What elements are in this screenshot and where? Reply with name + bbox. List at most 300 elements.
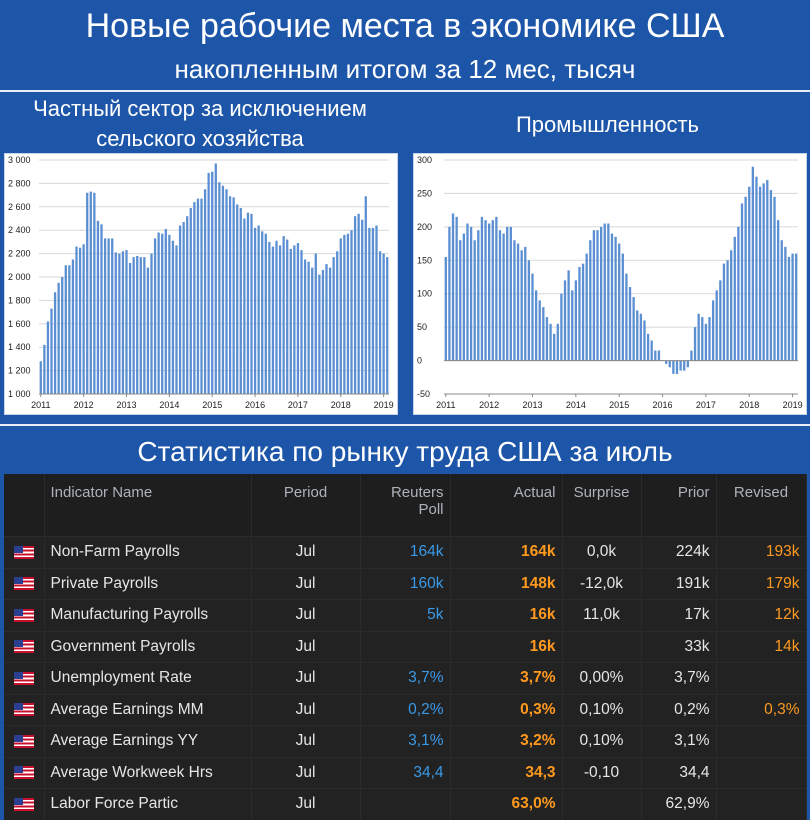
cell-period: Jul	[251, 789, 360, 820]
bar	[578, 267, 580, 361]
bar	[372, 228, 374, 394]
bar	[651, 341, 653, 361]
x-tick-label: 2017	[695, 400, 716, 410]
bar	[582, 264, 584, 361]
right-chart-title: Промышленность	[515, 112, 699, 137]
manufacturing-chart	[413, 153, 807, 415]
bar	[510, 227, 512, 361]
table-row[interactable]	[4, 537, 806, 569]
x-tick-label: 2016	[245, 400, 266, 410]
bar	[361, 220, 363, 394]
bar	[86, 193, 88, 394]
bar	[455, 217, 457, 361]
bar	[325, 264, 327, 394]
bar	[240, 208, 242, 394]
x-tick-label: 2018	[330, 400, 351, 410]
bar	[279, 245, 281, 394]
labor-stats-table	[4, 474, 806, 811]
bar	[618, 244, 620, 361]
cell-prior: 191k	[641, 568, 716, 600]
cell-flag	[4, 757, 44, 789]
bar	[340, 238, 342, 394]
bar	[752, 167, 754, 361]
bar	[488, 224, 490, 361]
bar	[61, 277, 63, 394]
cell-indicator-name: Labor Force Partic	[44, 789, 251, 820]
bar	[122, 251, 124, 394]
bar	[379, 251, 381, 394]
bar	[104, 238, 106, 394]
table-row[interactable]	[4, 631, 806, 663]
x-tick-label: 2011	[436, 400, 456, 410]
cell-actual: 34,3	[450, 757, 562, 789]
cell-revised: 12k	[716, 600, 806, 632]
us-flag-icon	[14, 672, 34, 685]
bar	[136, 256, 138, 394]
bar	[528, 260, 530, 360]
bar	[158, 233, 160, 394]
cell-reuters-poll: 5k	[360, 600, 450, 632]
bar	[683, 361, 685, 371]
bar	[197, 199, 199, 394]
header-reuters-poll-line2: Poll	[418, 501, 444, 518]
bar	[286, 240, 288, 394]
bar	[513, 240, 515, 360]
bar	[133, 257, 135, 394]
cell-flag	[4, 631, 44, 663]
bar	[54, 292, 56, 394]
bar	[643, 320, 645, 360]
bar	[200, 199, 202, 394]
bar	[293, 245, 295, 394]
bar	[539, 300, 541, 360]
table-row[interactable]	[4, 694, 806, 726]
bar	[383, 254, 385, 394]
bar	[333, 257, 335, 394]
bar	[233, 197, 235, 394]
cell-actual: 3,7%	[450, 663, 562, 695]
cell-period: Jul	[251, 537, 360, 569]
cell-actual: 16k	[450, 631, 562, 663]
bar	[463, 234, 465, 361]
bar	[647, 334, 649, 361]
left-chart-title-line2: сельского хозяйства	[96, 126, 304, 151]
cell-surprise: 0,10%	[562, 694, 641, 726]
cell-flag	[4, 663, 44, 695]
cell-reuters-poll	[360, 631, 450, 663]
bar	[229, 196, 231, 394]
cell-indicator-name: Unemployment Rate	[44, 663, 251, 695]
bar	[261, 231, 263, 394]
bar	[175, 245, 177, 394]
y-tick-label: 150	[417, 255, 433, 266]
cell-revised: 179k	[716, 568, 806, 600]
us-flag-icon	[14, 798, 34, 811]
bar	[386, 257, 388, 394]
bar	[375, 226, 377, 394]
x-tick-label: 2013	[116, 400, 137, 410]
cell-flag	[4, 600, 44, 632]
cell-indicator-name: Average Earnings MM	[44, 694, 251, 726]
bar	[129, 263, 131, 394]
bar	[719, 280, 721, 360]
table-row[interactable]	[4, 757, 806, 789]
header-actual[interactable]: Actual	[450, 474, 562, 537]
bar	[723, 264, 725, 361]
bar	[567, 270, 569, 360]
y-tick-label: 2 000	[8, 272, 31, 282]
bar	[705, 324, 707, 361]
bar	[97, 221, 99, 394]
cell-period: Jul	[251, 757, 360, 789]
bar	[632, 297, 634, 361]
cell-actual: 3,2%	[450, 726, 562, 758]
cell-prior: 33k	[641, 631, 716, 663]
bar	[311, 268, 313, 394]
bar	[58, 283, 60, 394]
private-sector-chart-svg	[5, 154, 397, 414]
header-prior[interactable]: Prior	[641, 474, 716, 537]
bar	[726, 260, 728, 360]
main-title: Новые рабочие места в экономике США	[85, 7, 725, 45]
bar	[215, 164, 217, 394]
left-chart-title-line1: Частный сектор за исключением	[33, 96, 367, 121]
bar	[93, 193, 95, 394]
bar	[654, 351, 656, 361]
bar	[258, 226, 260, 394]
y-tick-label: 200	[417, 221, 433, 232]
bar	[322, 270, 324, 394]
bar	[791, 254, 793, 361]
cell-surprise: 0,00%	[562, 663, 641, 695]
bar	[622, 254, 624, 361]
bar	[611, 234, 613, 361]
bar	[679, 361, 681, 371]
y-tick-label: 1 600	[8, 318, 31, 329]
cell-flag	[4, 726, 44, 758]
bar	[90, 192, 92, 394]
bar	[770, 190, 772, 360]
bar	[445, 257, 447, 361]
bar	[168, 235, 170, 394]
bar	[741, 203, 743, 360]
header-period[interactable]: Period	[251, 474, 360, 537]
bar	[734, 237, 736, 361]
bar	[190, 208, 192, 394]
cell-reuters-poll: 0,2%	[360, 694, 450, 726]
y-tick-label: 1 200	[8, 365, 31, 376]
cell-period: Jul	[251, 663, 360, 695]
y-tick-label: 300	[417, 155, 433, 165]
cell-actual: 16k	[450, 600, 562, 632]
x-tick-label: 2019	[782, 400, 803, 410]
x-tick-label: 2017	[287, 400, 308, 410]
bar	[571, 290, 573, 360]
us-flag-icon	[14, 735, 34, 748]
cell-actual: 148k	[450, 568, 562, 600]
x-tick-label: 2015	[609, 400, 630, 410]
cell-indicator-name: Average Workweek Hrs	[44, 757, 251, 789]
bar	[172, 241, 174, 394]
cell-flag	[4, 568, 44, 600]
y-tick-label: 100	[417, 288, 433, 299]
y-tick-label: 50	[417, 322, 428, 333]
header-surprise[interactable]: Surprise	[562, 474, 641, 537]
cell-surprise: -12,0k	[562, 568, 641, 600]
cell-prior: 0,2%	[641, 694, 716, 726]
bar	[368, 228, 370, 394]
bar	[466, 224, 468, 361]
y-tick-label: 250	[417, 188, 433, 199]
bar	[315, 254, 317, 394]
cell-period: Jul	[251, 600, 360, 632]
bar	[347, 234, 349, 394]
bar	[108, 238, 110, 394]
cell-surprise: 0,10%	[562, 726, 641, 758]
bar	[521, 250, 523, 360]
header-reuters-poll-line1: Reuters	[390, 484, 444, 501]
x-tick-label: 2011	[31, 400, 51, 410]
cell-indicator-name: Manufacturing Payrolls	[44, 600, 251, 632]
bar	[318, 275, 320, 394]
bar	[781, 240, 783, 360]
bar	[250, 214, 252, 394]
table-row[interactable]	[4, 663, 806, 695]
bar	[336, 251, 338, 394]
cell-indicator-name: Private Payrolls	[44, 568, 251, 600]
bar	[247, 213, 249, 394]
bar	[777, 220, 779, 360]
bar	[694, 327, 696, 360]
y-tick-label: 2 400	[8, 225, 31, 236]
bar	[593, 230, 595, 360]
bar	[517, 244, 519, 361]
bar	[629, 287, 631, 361]
bar	[604, 224, 606, 361]
bar	[636, 310, 638, 360]
bar	[495, 217, 497, 361]
y-tick-label: 3 000	[8, 155, 31, 165]
bar	[499, 230, 501, 360]
bar	[625, 274, 627, 361]
bar	[698, 314, 700, 361]
bar	[179, 226, 181, 394]
bar	[40, 361, 42, 394]
bar	[161, 234, 163, 394]
x-tick-label: 2013	[522, 400, 543, 410]
bar	[658, 351, 660, 361]
bar	[204, 189, 206, 394]
cell-revised	[716, 726, 806, 758]
us-flag-icon	[14, 766, 34, 779]
bar	[560, 294, 562, 361]
bar	[43, 345, 45, 394]
bar	[784, 247, 786, 361]
divider	[0, 424, 810, 426]
cell-prior: 34,4	[641, 757, 716, 789]
bar	[759, 187, 761, 361]
bar	[448, 227, 450, 361]
table-row[interactable]	[4, 600, 806, 632]
bar	[272, 247, 274, 394]
bar	[147, 268, 149, 394]
header-revised[interactable]: Revised	[716, 474, 806, 537]
cell-indicator-name: Average Earnings YY	[44, 726, 251, 758]
bar	[83, 244, 85, 394]
x-tick-label: 2019	[373, 400, 394, 410]
bar	[506, 227, 508, 361]
bar	[672, 361, 674, 374]
manufacturing-chart-svg	[414, 154, 806, 414]
bar	[343, 235, 345, 394]
bar	[183, 222, 185, 394]
x-tick-label: 2014	[159, 400, 180, 410]
x-tick-label: 2014	[565, 400, 586, 410]
bar	[524, 247, 526, 361]
bar	[329, 268, 331, 394]
bar	[474, 240, 476, 360]
cell-period: Jul	[251, 568, 360, 600]
bar	[564, 280, 566, 360]
bar	[222, 186, 224, 394]
bar	[766, 180, 768, 361]
bar	[193, 202, 195, 394]
us-flag-icon	[14, 609, 34, 622]
cell-prior: 3,7%	[641, 663, 716, 695]
bar	[557, 324, 559, 361]
x-tick-label: 2012	[479, 400, 500, 410]
bar	[763, 183, 765, 360]
bar	[143, 257, 145, 394]
bar	[308, 262, 310, 394]
bar	[477, 230, 479, 360]
bar	[553, 334, 555, 361]
header-flag	[4, 474, 44, 537]
bar	[218, 182, 220, 394]
bar	[297, 243, 299, 394]
bar	[676, 361, 678, 374]
table-row[interactable]	[4, 726, 806, 758]
bar	[186, 216, 188, 394]
bar	[50, 309, 52, 394]
bar	[208, 173, 210, 394]
bar	[669, 361, 671, 368]
header-indicator-name[interactable]: Indicator Name	[44, 474, 251, 537]
y-tick-label: 2 800	[8, 178, 31, 189]
cell-actual: 164k	[450, 537, 562, 569]
bar	[795, 254, 797, 361]
table-header-row	[4, 474, 806, 537]
bar	[748, 187, 750, 361]
cell-revised: 193k	[716, 537, 806, 569]
header-reuters-poll[interactable]	[360, 474, 450, 537]
us-flag-icon	[14, 577, 34, 590]
cell-surprise	[562, 631, 641, 663]
bar	[211, 172, 213, 394]
us-flag-icon	[14, 640, 34, 653]
bar	[100, 224, 102, 394]
y-tick-label: 2 200	[8, 248, 31, 259]
bar	[365, 196, 367, 394]
bar	[358, 214, 360, 394]
bar	[600, 227, 602, 361]
cell-surprise: 11,0k	[562, 600, 641, 632]
cell-reuters-poll: 160k	[360, 568, 450, 600]
bar	[154, 238, 156, 394]
bar	[254, 228, 256, 394]
bar	[755, 177, 757, 361]
us-flag-icon	[14, 703, 34, 716]
bar	[596, 230, 598, 360]
bar	[484, 220, 486, 360]
y-tick-label: -50	[417, 389, 431, 399]
bar	[65, 265, 67, 394]
cell-flag	[4, 694, 44, 726]
bar	[712, 300, 714, 360]
bar	[586, 254, 588, 361]
cell-prior: 3,1%	[641, 726, 716, 758]
bar	[125, 250, 127, 394]
us-flag-icon	[14, 546, 34, 559]
cell-period: Jul	[251, 694, 360, 726]
x-tick-label: 2018	[739, 400, 760, 410]
x-tick-label: 2016	[652, 400, 673, 410]
cell-period: Jul	[251, 631, 360, 663]
bar	[687, 361, 689, 368]
cell-reuters-poll: 164k	[360, 537, 450, 569]
table-row[interactable]	[4, 568, 806, 600]
bar	[140, 257, 142, 394]
divider	[0, 90, 810, 92]
bar	[225, 189, 227, 394]
bar	[290, 249, 292, 394]
cell-prior: 62,9%	[641, 789, 716, 820]
bar	[275, 241, 277, 394]
bar	[690, 351, 692, 361]
bar	[236, 204, 238, 394]
labor-stats-title: Статистика по рынку труда США за июль	[137, 436, 673, 467]
bar	[452, 213, 454, 360]
cell-revised: 0,3%	[716, 694, 806, 726]
bar	[575, 280, 577, 360]
bar	[744, 197, 746, 361]
bar	[354, 216, 356, 394]
bar	[640, 314, 642, 361]
bar	[788, 257, 790, 361]
bar	[115, 252, 117, 394]
cell-revised: 14k	[716, 631, 806, 663]
bar	[502, 234, 504, 361]
bar	[150, 254, 152, 394]
bar	[243, 219, 245, 395]
x-tick-label: 2012	[73, 400, 94, 410]
bar	[350, 230, 352, 394]
bar	[118, 254, 120, 394]
main-subtitle: накопленным итогом за 12 мес, тысяч	[174, 54, 636, 84]
bar	[589, 240, 591, 360]
y-tick-label: 0	[417, 355, 423, 366]
bar	[283, 236, 285, 394]
bar	[268, 242, 270, 394]
bar	[481, 217, 483, 361]
cell-indicator-name: Government Payrolls	[44, 631, 251, 663]
bar	[542, 307, 544, 360]
bar	[300, 250, 302, 394]
cell-revised	[716, 757, 806, 789]
bar	[607, 224, 609, 361]
bar	[111, 238, 113, 394]
cell-revised	[716, 663, 806, 695]
